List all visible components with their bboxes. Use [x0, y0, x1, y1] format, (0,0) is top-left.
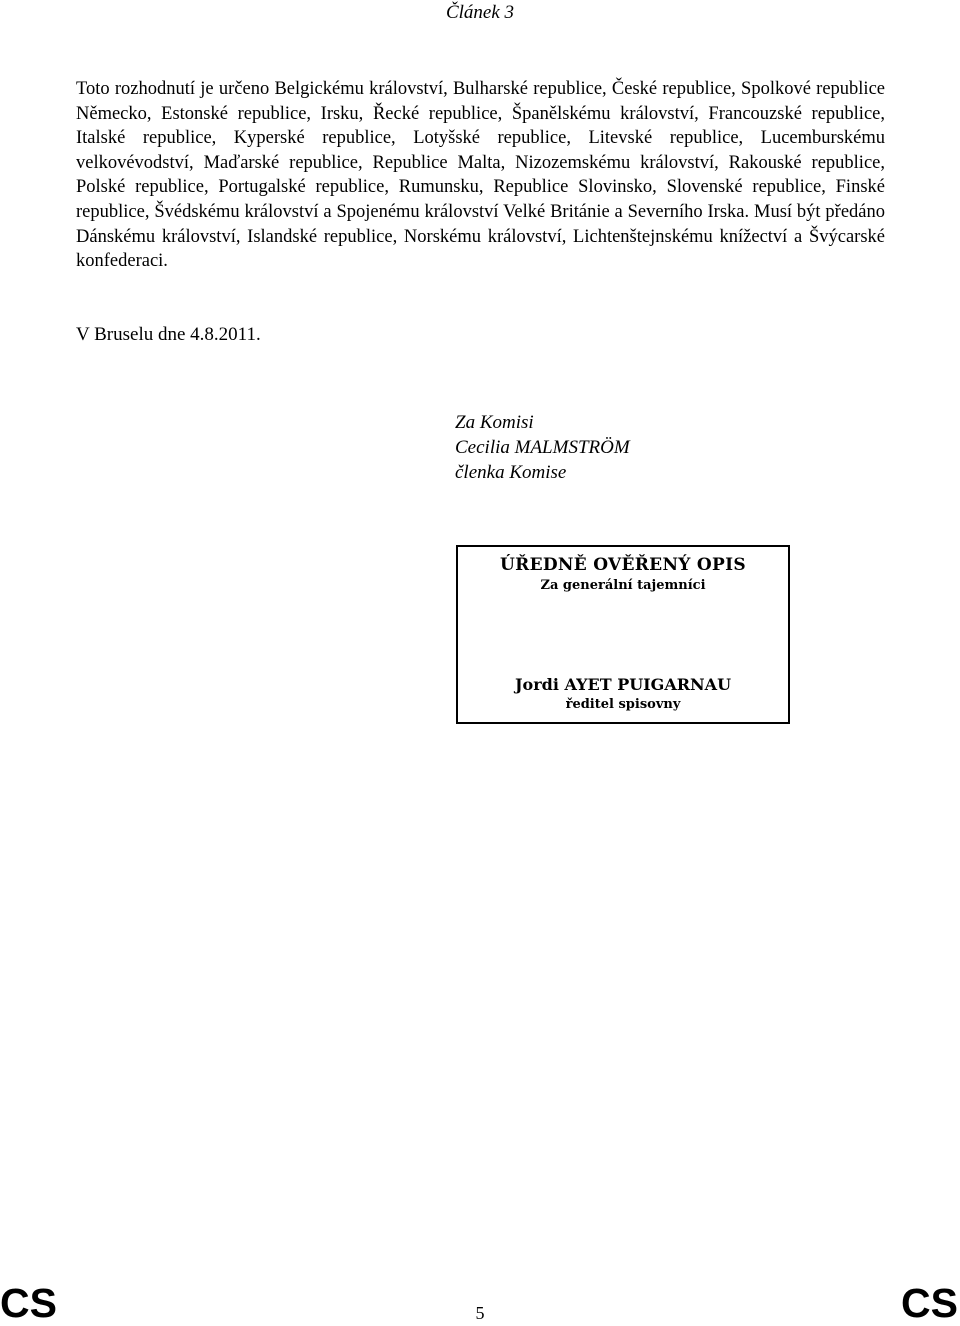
stamp-role: ředitel spisovny — [565, 697, 681, 712]
article-heading: Článek 3 — [445, 2, 515, 23]
body-paragraph: Toto rozhodnutí je určeno Belgickému království, Bulharské republice, České republice, Spolkové republice Německo, Estonské republice, Irsku, Řecké republice, Španělskému království, Francouzské republice, Italské republice, Kyperské republice, Lotyšské republice, Litevské republice, Lucemburskému velkovévodství, Maďarské republice, Republice Malta, Nizozemskému království, Rakouské republice, Polské republice, Portugalské republice, Rumunsku, Republice Slovinsko, Slovenské republice, Finské republice, Švédskému království a Spojenému království Velké Británie a Severního Irska. Musí být předáno Dánskému království, Islandské republice, Norskému království, Lichtenštejnskému knížectví a Švýcarské konfederaci. — [76, 79, 885, 272]
page-number: 5 — [475, 1303, 485, 1323]
signature-line-name: Cecilia MALMSTRÖM — [455, 437, 630, 458]
footer-language-right: CS — [901, 1280, 958, 1326]
signature-line-institution: Za Komisi — [455, 412, 534, 433]
date-line: V Bruselu dne 4.8.2011. — [76, 324, 261, 345]
footer-language-left: CS — [0, 1280, 57, 1326]
signature-block — [455, 410, 630, 485]
certification-stamp — [456, 545, 790, 724]
stamp-name: Jordi AYET PUIGARNAU — [514, 675, 732, 694]
stamp-subtitle: Za generální tajemníci — [540, 578, 706, 593]
signature-line-role: členka Komise — [455, 462, 567, 483]
stamp-title: ÚŘEDNĚ OVĚŘENÝ OPIS — [500, 555, 746, 575]
